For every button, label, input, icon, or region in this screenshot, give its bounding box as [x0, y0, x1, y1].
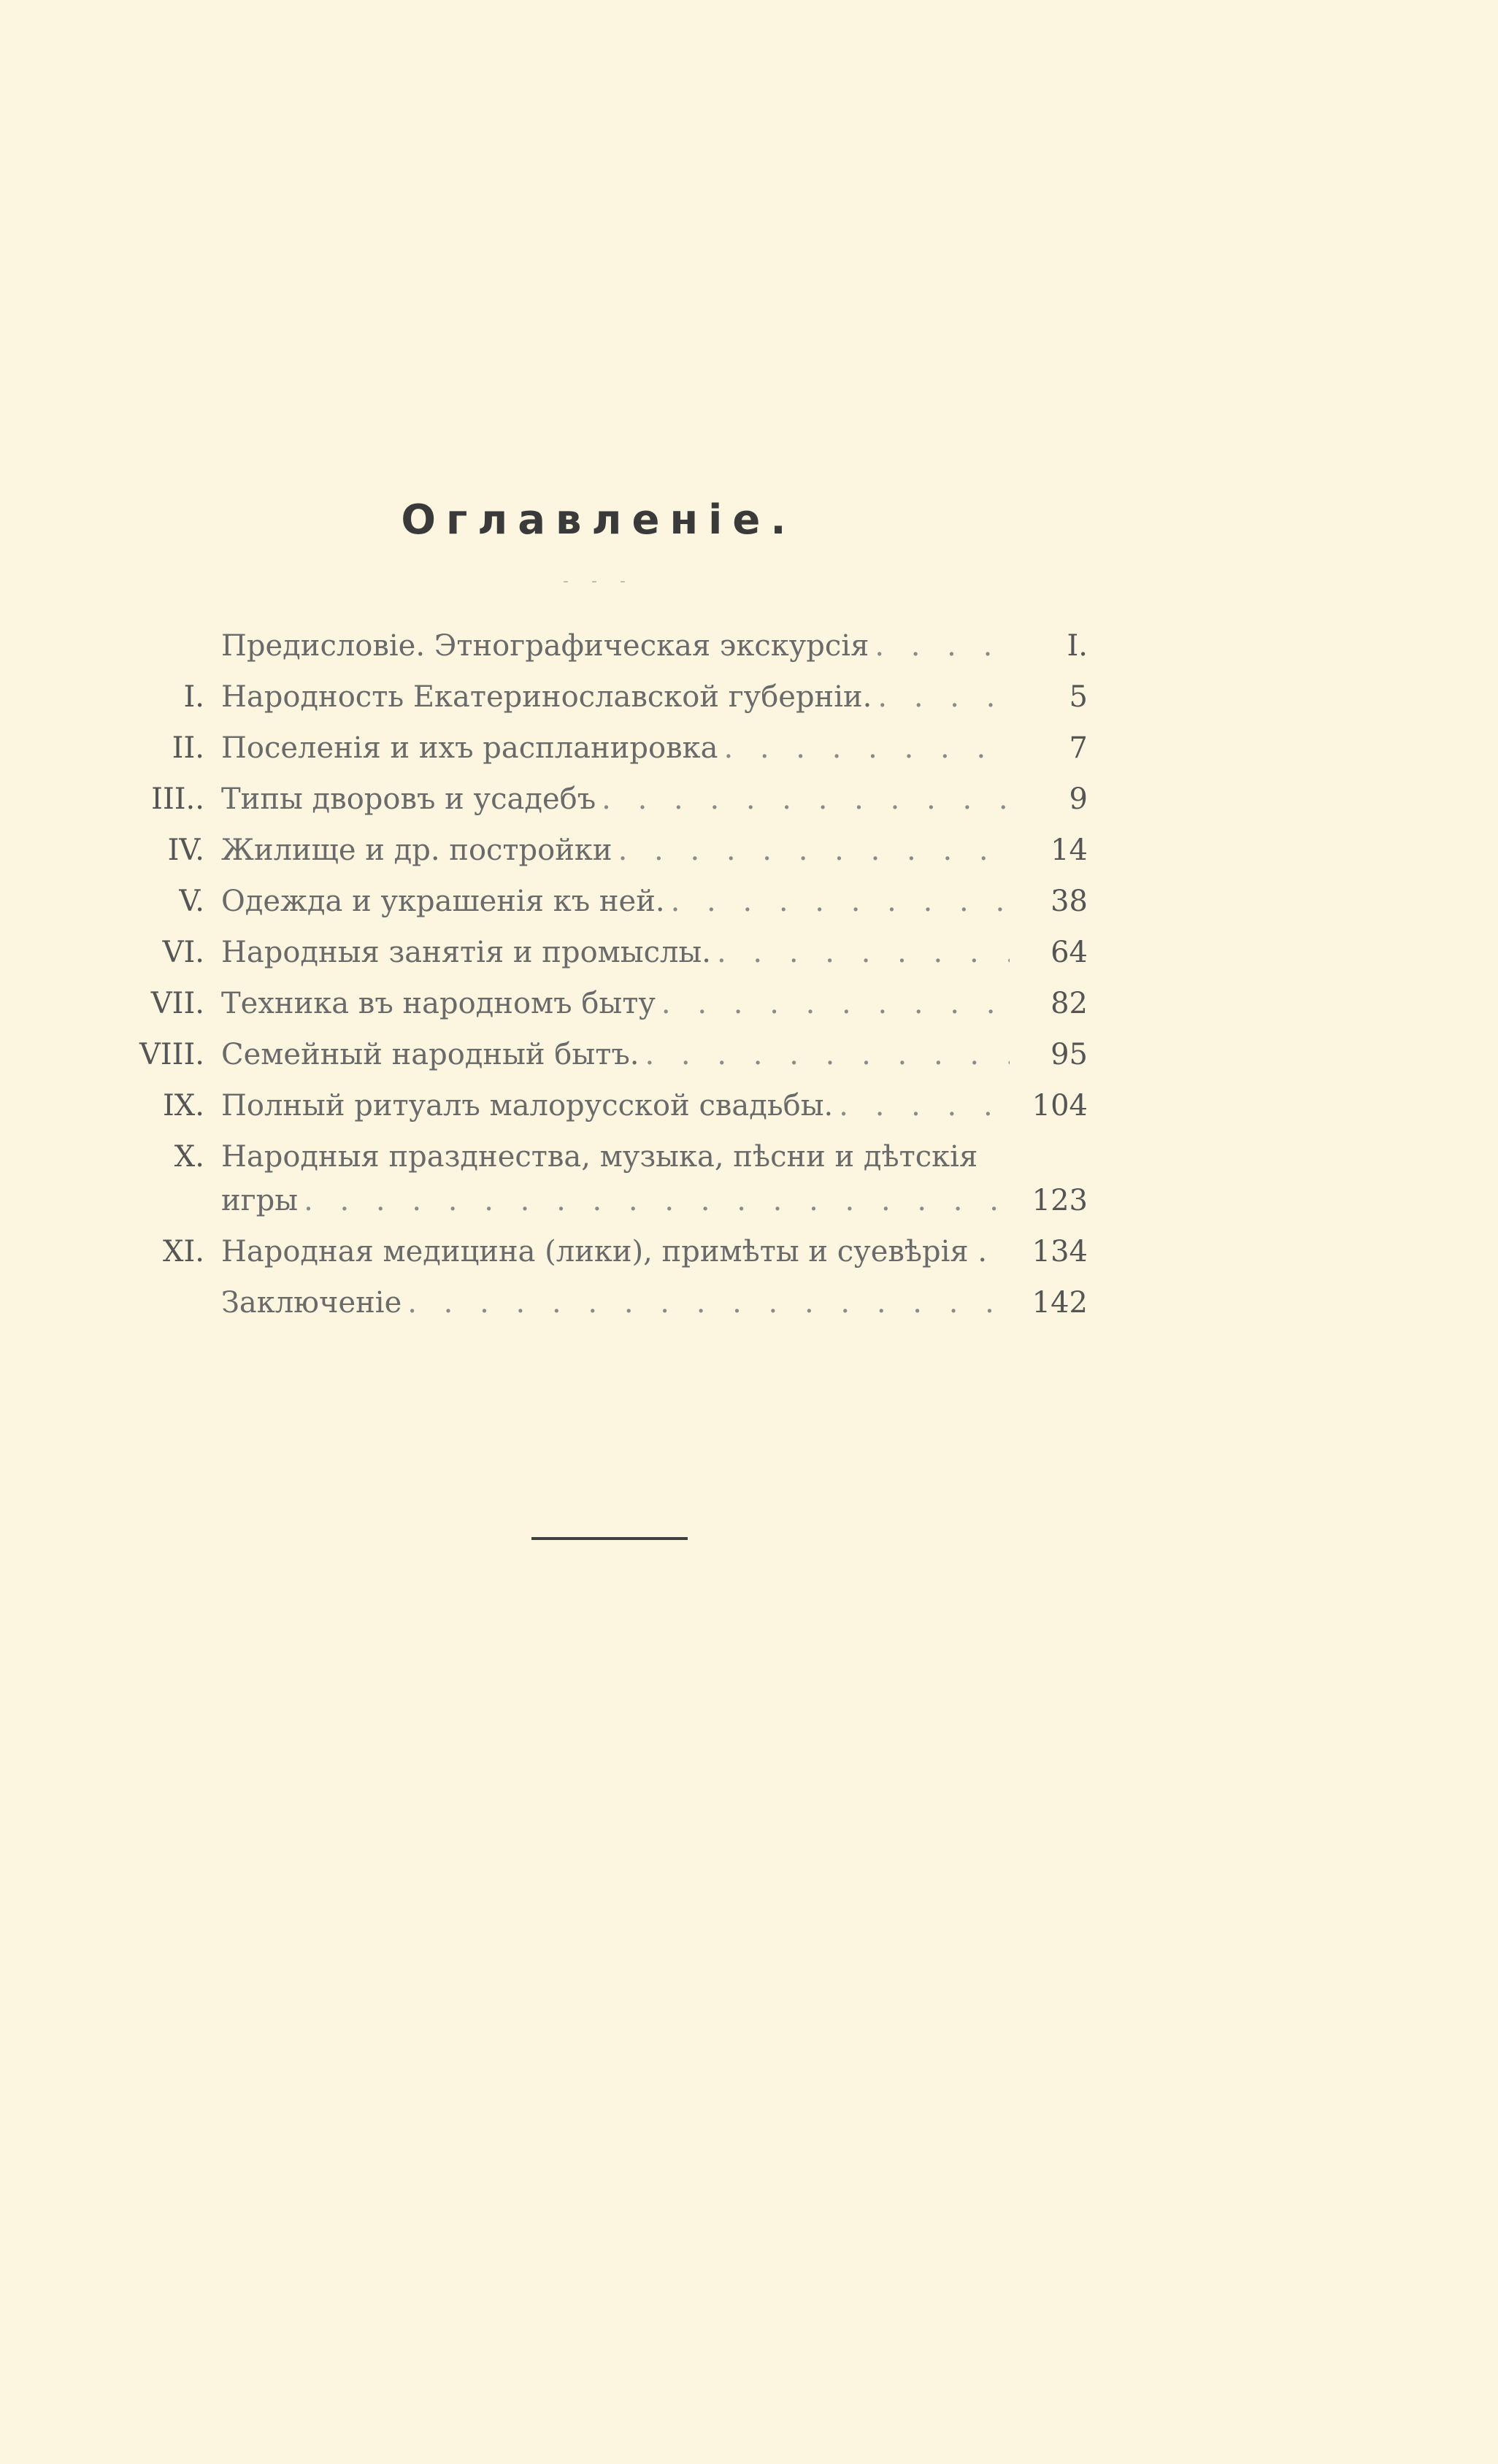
toc-entry-title: Предисловіе. Этнографическая экскурсія	[221, 629, 869, 663]
closing-rule	[531, 1537, 688, 1540]
toc-entry-line	[221, 671, 1010, 723]
toc-entry-line	[221, 620, 1010, 671]
toc-entry-numeral: VII.	[150, 987, 204, 1020]
toc-entry-numeral: II.	[172, 731, 204, 765]
toc-entry-title: Народныя занятія и промыслы.	[221, 936, 711, 969]
toc-entry-7	[0, 978, 1095, 1029]
toc-entry-line	[221, 825, 1010, 876]
toc-entry-conclusion	[0, 1277, 1095, 1328]
toc-entry-numeral: III..	[151, 782, 204, 816]
toc-entry-9	[0, 1080, 1095, 1131]
toc-entry-title: Заключеніе	[221, 1286, 402, 1320]
toc-entry-leader	[645, 1029, 1010, 1080]
toc-entry-11	[0, 1226, 1095, 1277]
toc-entry-numeral: I.	[183, 680, 204, 714]
toc-entry-leader	[717, 927, 1010, 978]
toc-entry-page: 38	[1050, 885, 1088, 918]
toc-entry-numeral: VIII.	[139, 1038, 204, 1071]
toc-entry-line	[221, 1226, 1010, 1277]
toc-entry-line-second	[221, 1175, 1010, 1226]
toc-entry-numeral: IV.	[167, 833, 204, 867]
page-title: Оглавленіе.	[401, 496, 796, 544]
toc-entry-page: 7	[1069, 731, 1088, 765]
toc-entry-title: Поселенія и ихъ распланировка	[221, 731, 718, 765]
toc-entry-numeral: VI.	[162, 936, 204, 969]
toc-entry-page: 9	[1069, 782, 1088, 816]
toc-entry-2	[0, 723, 1095, 774]
toc-entry-title: Народность Екатеринославской губерніи.	[221, 680, 872, 714]
toc-entry-page: 14	[1050, 833, 1088, 867]
toc-entry-leader	[671, 876, 1010, 927]
toc-entry-8	[0, 1029, 1095, 1080]
toc-entry-title: Жилище и др. постройки	[221, 833, 612, 867]
toc-entry-line	[221, 723, 1010, 774]
toc-entry-page: 142	[1032, 1286, 1088, 1320]
toc-entry-numeral: XI.	[163, 1235, 204, 1268]
toc-entry-title-continued: игры	[221, 1184, 299, 1217]
toc-entry-leader	[877, 671, 1010, 723]
toc-entry-leader	[839, 1080, 1010, 1131]
toc-entry-title: Народныя празднества, музыка, пѣсни и дѣтскія	[221, 1140, 978, 1174]
toc-entry-title: Полный ритуалъ малорусской свадьбы.	[221, 1089, 834, 1123]
toc-entry-5	[0, 876, 1095, 927]
toc-entry-page: 104	[1032, 1089, 1088, 1123]
toc-entry-line	[221, 1080, 1010, 1131]
toc-entry-page: 64	[1050, 936, 1088, 969]
title-ornament: - - -	[563, 572, 634, 590]
toc-entry-line	[221, 1277, 1010, 1328]
toc-entry-title: Одежда и украшенія къ ней.	[221, 885, 665, 918]
toc-entry-leader	[723, 723, 1010, 774]
toc-entry-leader	[602, 774, 1010, 825]
toc-entry-page: 134	[1032, 1235, 1088, 1268]
toc-entry-leader	[407, 1277, 1010, 1328]
toc-entry-line	[221, 774, 1010, 825]
toc-entry-numeral: IX.	[163, 1089, 204, 1123]
toc-entry-6	[0, 927, 1095, 978]
toc-entry-title: Типы дворовъ и усадебъ	[221, 782, 596, 816]
toc-entry-line	[221, 927, 1010, 978]
toc-entry-page: 82	[1050, 987, 1088, 1020]
toc-entry-numeral: X.	[174, 1140, 204, 1174]
toc-entry-page: I.	[1067, 629, 1088, 663]
toc-entry-10	[0, 1131, 1095, 1226]
toc-entry-page: 123	[1032, 1184, 1088, 1217]
toc-entry-line	[221, 1029, 1010, 1080]
toc-entry-title: Семейный народный бытъ.	[221, 1038, 639, 1071]
toc-entry-4	[0, 825, 1095, 876]
toc-entry-leader	[304, 1175, 1010, 1226]
toc-entry-leader	[875, 620, 1010, 671]
toc-entry-title: Народная медицина (лики), примѣты и суевѣрія .	[221, 1235, 988, 1268]
toc-entry-numeral: V.	[179, 885, 204, 918]
toc-entry-leader	[618, 825, 1010, 876]
toc-entry-1	[0, 671, 1095, 723]
toc-entry-leader	[661, 978, 1010, 1029]
toc-entry-preface	[0, 620, 1095, 671]
toc-entry-line	[221, 978, 1010, 1029]
toc-entry-page: 95	[1050, 1038, 1088, 1071]
toc-entry-3	[0, 774, 1095, 825]
toc-entry-title: Техника въ народномъ быту	[221, 987, 656, 1020]
toc-entry-page: 5	[1069, 680, 1088, 714]
toc-entry-line	[221, 876, 1010, 927]
